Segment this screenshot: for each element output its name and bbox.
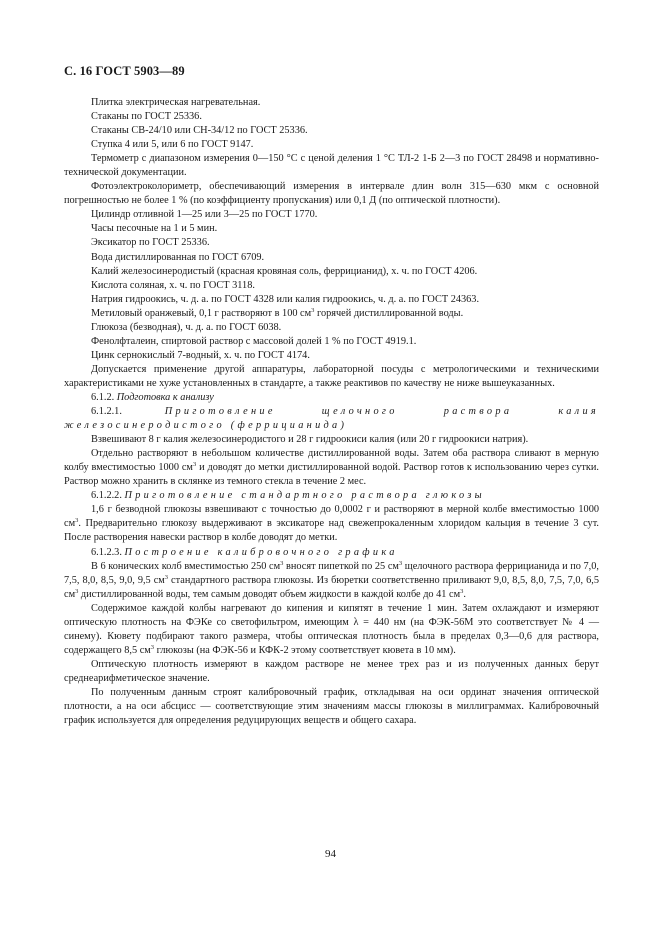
list-item: Фотоэлектроколориметр, обеспечивающий измерения в интервале длин волн 315—630 мкм с основной погрешностью не более 1 % (по коэффициенту пропускания) или 0,1 Д (по оптической плотности). <box>64 181 599 207</box>
section-number: 6.1.2.2. <box>91 490 125 502</box>
list-item: Плитка электрическая нагревательная. <box>91 97 261 108</box>
paragraph: По полученным данным строят калибровочный график, откладывая на оси ординат значения оптической плотности, а на оси абсцисс — соответствующие этим значениям массы глюкозы в миллиграммах. Калибровочный график используется для определения редуцирующих веществ и общего сахара. <box>64 686 599 727</box>
text-run: глюкозы (на ФЭК-56 и КФК-2 этому соответствует кювета в 10 мм). <box>154 644 456 656</box>
paragraph <box>64 503 599 545</box>
document-body <box>64 96 599 728</box>
subsection-heading <box>64 489 599 503</box>
page-number: 94 <box>325 848 336 860</box>
section-number: 6.1.2.1. <box>91 406 165 418</box>
superscript: 3 <box>75 517 79 525</box>
superscript: 3 <box>280 559 284 567</box>
section-title: Приготовление стандартного раствора глюкозы <box>124 490 485 502</box>
superscript: 3 <box>460 587 464 595</box>
text-run: дистиллированной воды, тем самым доводят объем жидкости в каждой колбе до 41 см <box>78 588 461 600</box>
paragraph: Взвешивают 8 г калия железосинеродистого и 28 г гидроокиси калия (или 20 г гидроокиси натрия). <box>91 434 529 446</box>
superscript: 3 <box>192 461 197 469</box>
text-run: и доводят до метки дистиллированной водой. Раствор готов к использованию через сутки. Раствор можно хранить в склянке из темного стекла в течение 2 мес. <box>64 462 599 488</box>
text-run: . <box>463 588 466 600</box>
paragraph <box>64 447 599 489</box>
list-item: Стаканы по ГОСТ 25336. <box>91 111 202 123</box>
list-item: Термометр с диапазоном измерения 0—150 °С с ценой деления 1 °С ТЛ-2 1-Б 2—3 по ГОСТ 28498 и нормативно-технической документации. <box>64 153 599 179</box>
text-run: Содержимое каждой колбы нагревают до кипения и кипятят в течение 1 мин. Затем охлаждают и измеряют оптическую плотность на ФЭКе со светофильтром, имеющим λ = 440 нм (на ФЭК-56М это соответствует № 4 — синему). Кювету подбирают такого размера, чтобы оптическая плотность была в пределах 0,3—0,6 для раствора, содержащего 8,5 см <box>64 602 599 656</box>
text-run: стандартного раствора глюкозы. Из бюретки соответственно приливают 9,0, 8,5, 8,0, 7,5, 7,0, 6,5 см <box>64 574 599 600</box>
text-run: вносят пипеткой по 25 см <box>283 560 399 572</box>
list-item: Цинк сернокислый 7-водный, х. ч. по ГОСТ 4174. <box>91 349 310 361</box>
text-run: Отдельно растворяют в небольшом количестве дистиллированной воды. Затем оба раствора сливают в мерную колбу вместимостью 1000 см <box>64 448 599 474</box>
paragraph: Оптическую плотность измеряют в каждом растворе не менее трех раз и из полученных данных берут среднеарифметическое значение. <box>64 658 599 684</box>
list-item: Натрия гидроокись, ч. д. а. по ГОСТ 4328 или калия гидроокись, ч. д. а. по ГОСТ 24363. <box>91 293 480 305</box>
list-item: Калий железосинеродистый (красная кровяная соль, феррицианид), х. ч. по ГОСТ 4206. <box>91 265 478 277</box>
superscript: 3 <box>311 306 315 314</box>
superscript: 3 <box>75 587 79 595</box>
text-run: Метиловый оранжевый, 0,1 г растворяют в 100 см <box>91 307 312 319</box>
paragraph <box>64 602 599 658</box>
section-heading <box>64 391 599 405</box>
text-run: . Предварительно глюкозу выдерживают в эксикаторе над свежепрокаленным хлоридом кальция в течение 3 сут. После растворения навески раствор в колбе доводят до метки. <box>64 518 599 544</box>
list-item: Ступка 4 или 5, или 6 по ГОСТ 9147. <box>91 139 254 151</box>
list-item <box>64 307 599 321</box>
list-item: Цилиндр отливной 1—25 или 3—25 по ГОСТ 1770. <box>91 209 318 221</box>
text-run: В 6 конических колб вместимостью 250 см <box>91 560 281 572</box>
text-run: горячей дистиллированной воды. <box>314 307 464 319</box>
list-item: Часы песочные на 1 и 5 мин. <box>91 223 218 235</box>
paragraph: Допускается применение другой аппаратуры, лабораторной посуды с метрологическими и техническими характеристиками не хуже установленных в стандарте, а также реактивов по качеству не ниже вышеуказанных. <box>64 363 599 389</box>
section-number: 6.1.2.3. <box>91 546 125 558</box>
superscript: 3 <box>150 643 155 651</box>
list-item: Фенолфталеин, спиртовой раствор с массовой долей 1 % по ГОСТ 4919.1. <box>91 335 417 347</box>
subsection-heading <box>64 405 599 433</box>
list-item: Кислота соляная, х. ч. по ГОСТ 3118. <box>91 279 255 291</box>
section-title: Подготовка к анализу <box>116 391 214 403</box>
list-item: Стаканы СВ-24/10 или СН-34/12 по ГОСТ 25336. <box>91 125 308 137</box>
list-item: Вода дистиллированная по ГОСТ 6709. <box>91 251 265 263</box>
page-header: С. 16 ГОСТ 5903—89 <box>64 64 185 78</box>
text-run: щелочного раствора феррицианида и по 7,0, 7,5, 8,0, 8,5, 9,0, 9,5 см <box>64 560 599 586</box>
subsection-heading <box>64 546 599 560</box>
list-item: Глюкоза (безводная), ч. д. а. по ГОСТ 6038. <box>91 321 282 333</box>
paragraph <box>64 560 599 602</box>
superscript: 3 <box>164 573 169 581</box>
section-title: Построение калибровочного графика <box>124 546 398 558</box>
section-title: Приготовление щелочного раствора калия железосинеродистого (феррицианида) <box>64 406 600 432</box>
text-run: 1,6 г безводной глюкозы взвешивают с точностью до 0,0002 г и растворяют в мерной колбе вместимостью 1000 см <box>64 504 599 530</box>
section-number: 6.1.2. <box>91 391 117 403</box>
superscript: 3 <box>398 559 403 567</box>
list-item: Эксикатор по ГОСТ 25336. <box>91 237 210 249</box>
